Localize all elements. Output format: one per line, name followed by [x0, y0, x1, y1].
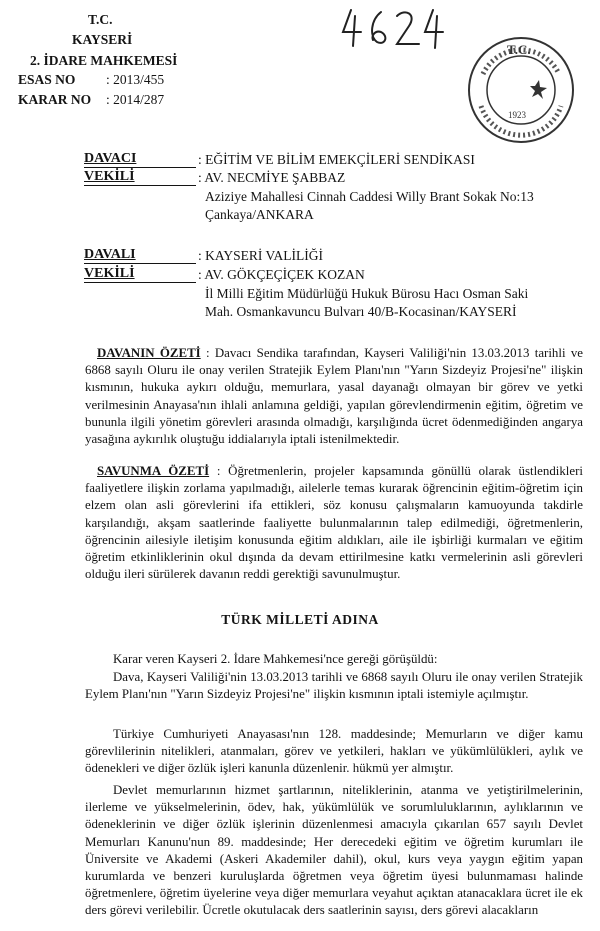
karar-value: : 2014/287	[106, 92, 165, 107]
header-court: 2. İDARE MAHKEMESİ	[30, 53, 178, 68]
davaci-vekili-underline	[84, 185, 196, 186]
paragraph-3: Türkiye Cumhuriyeti Anayasası'nın 128. maddesinde; Memurların ve diğer kamu görevlilerinin nitelikleri, atanmaları, görev ve yetkileri, hakları ve yükümlülükleri, aylık ve ödenekleri ve diğer özlük işleri kanunla düzenlenir. hükmü yer almıştır.	[85, 727, 583, 776]
stamp-top-text: T.C.	[507, 42, 531, 57]
davaci-address-line2: Çankaya/ANKARA	[205, 207, 314, 222]
esas-label: ESAS NO	[18, 72, 76, 87]
official-seal-stamp	[465, 34, 577, 146]
dava-ozeti-paragraph	[85, 345, 583, 448]
handwritten-number	[337, 6, 447, 52]
header-city: KAYSERİ	[72, 32, 133, 47]
dava-ozeti-label: DAVANIN ÖZETİ	[97, 346, 201, 360]
davaci-value: : EĞİTİM VE BİLİM EMEKÇİLERİ SENDİKASI	[198, 152, 475, 167]
davaci-underline	[84, 167, 196, 168]
davaci-vekili-value: : AV. NECMİYE ŞABBAZ	[198, 170, 346, 185]
davaci-address-line1: Aziziye Mahallesi Cinnah Caddesi Willy Brant Sokak No:13	[205, 189, 534, 204]
davali-address-line1: İl Milli Eğitim Müdürlüğü Hukuk Bürosu Hacı Osman Saki	[205, 286, 529, 301]
davali-label: DAVALI	[84, 247, 136, 262]
davali-address-line2: Mah. Osmankavuncu Bulvarı 40/B-Kocasinan/KAYSERİ	[205, 304, 517, 319]
karar-label: KARAR NO	[18, 92, 92, 107]
header-tc: T.C.	[88, 12, 113, 27]
paragraph-4: Devlet memurlarının hizmet şartlarının, niteliklerinin, atanma ve yetiştirilmelerinin, ilerleme ve yükselmelerinin, ödev, hak, yükümlülük ve sorumluluklarının, aylıklarının ve ödeneklerinin ve diğer özlük işlerinin düzenlenmesi amacıyla çıkarılan 657 sayılı Devlet Memurları Kanunu'nun 89. maddesinde; Her derecedeki eğitim ve öğretim kurumları ile Üniversite ve Akademi (Askeri Akademiler dahil), okul, kurs veya yaygın eğitim yapan kurumlarda ve benzeri kuruluşlarda öğretmen veya öğretim üyesi bulunmaması halinde öğretmenlere, öğretim üyelerine veya diğer memurlara veyahut açıktan atanacaklara ücret ile ek ders görevi verilebilir. Ücretle okutulacak ders saatlerinin sayısı, ders görevi alacakların	[85, 783, 583, 918]
paragraph-1: Karar veren Kayseri 2. İdare Mahkemesi'nce gereği görüşüldü:	[113, 652, 438, 666]
davaci-label: DAVACI	[84, 151, 137, 166]
dava-ozeti-text: : Davacı Sendika tarafından, Kayseri Valiliği'nin 13.03.2013 tarihli ve 6868 sayılı Oluru ile onay verilen Stratejik Eylem Planı'nın "Yarın Sizdeyiz Projesi'ne" ilişkin kısmının, hukuka aykırı olduğu, memurlara, yasal dayanağı olmayan bir görev ve yetki verilmesinin Anayasa'nın ihlali anlamına geldiği, yapılan görevlendirmenin eğitim, öğretim ve bununla ilgili yönetim görevleri arasında olmadığı, karşılığında ücret ödenmediğinden angarya yasağına aykırılık oluştuğu iddialarıyla iptali istenilmektedir.	[85, 346, 583, 447]
davali-vekili-value: : AV. GÖKÇEÇİÇEK KOZAN	[198, 267, 365, 282]
davaci-vekili-label: VEKİLİ	[84, 169, 135, 184]
esas-value: : 2013/455	[106, 72, 165, 87]
savunma-ozeti-label: SAVUNMA ÖZETİ	[97, 464, 210, 478]
decision-title: TÜRK MİLLETİ ADINA	[221, 612, 379, 627]
paragraph-2: Dava, Kayseri Valiliği'nin 13.03.2013 tarihli ve 6868 sayılı Oluru ile onay verilen Stratejik Eylem Planı'nın "Yarın Sizdeyiz Projesi'ne" ilişkin kısmının iptali istemiyle açılmıştır.	[85, 670, 583, 702]
davali-underline	[84, 263, 196, 264]
davali-vekili-label: VEKİLİ	[84, 266, 135, 281]
davali-value: : KAYSERİ VALİLİĞİ	[198, 248, 324, 263]
davali-vekili-underline	[84, 282, 196, 283]
savunma-ozeti-text: : Öğretmenlerin, projeler kapsamında gönüllü olarak üstlendikleri faaliyetlere ilişkin zorlama yapılmadığı, ailelerle temas kurarak öğrencinin eğitim-öğretim için elzem olan asli görevlerini ifa ettikleri, söz konusu çalışmaların kamuoyunda takdirle karşılandığı, akşam saatlerinde faaliyette bulunmalarının talep edilmediği, öğretmenlerin, öğrencinin ailesiyle iletişim konusunda eğitim aldıkları, aile ile işbirliği kurmaları ve eğitim öğretim etkinliklerinin okul dışında da devam ettirilmesine katkı vermelerinin asli görevleri olduğu ileri sürülerek davanın reddi gerektiği savunulmuştur.	[85, 464, 583, 582]
handwritten-number-text: 4624	[337, 6, 339, 7]
savunma-ozeti-paragraph	[85, 463, 583, 583]
stamp-year: 1923	[508, 110, 526, 120]
